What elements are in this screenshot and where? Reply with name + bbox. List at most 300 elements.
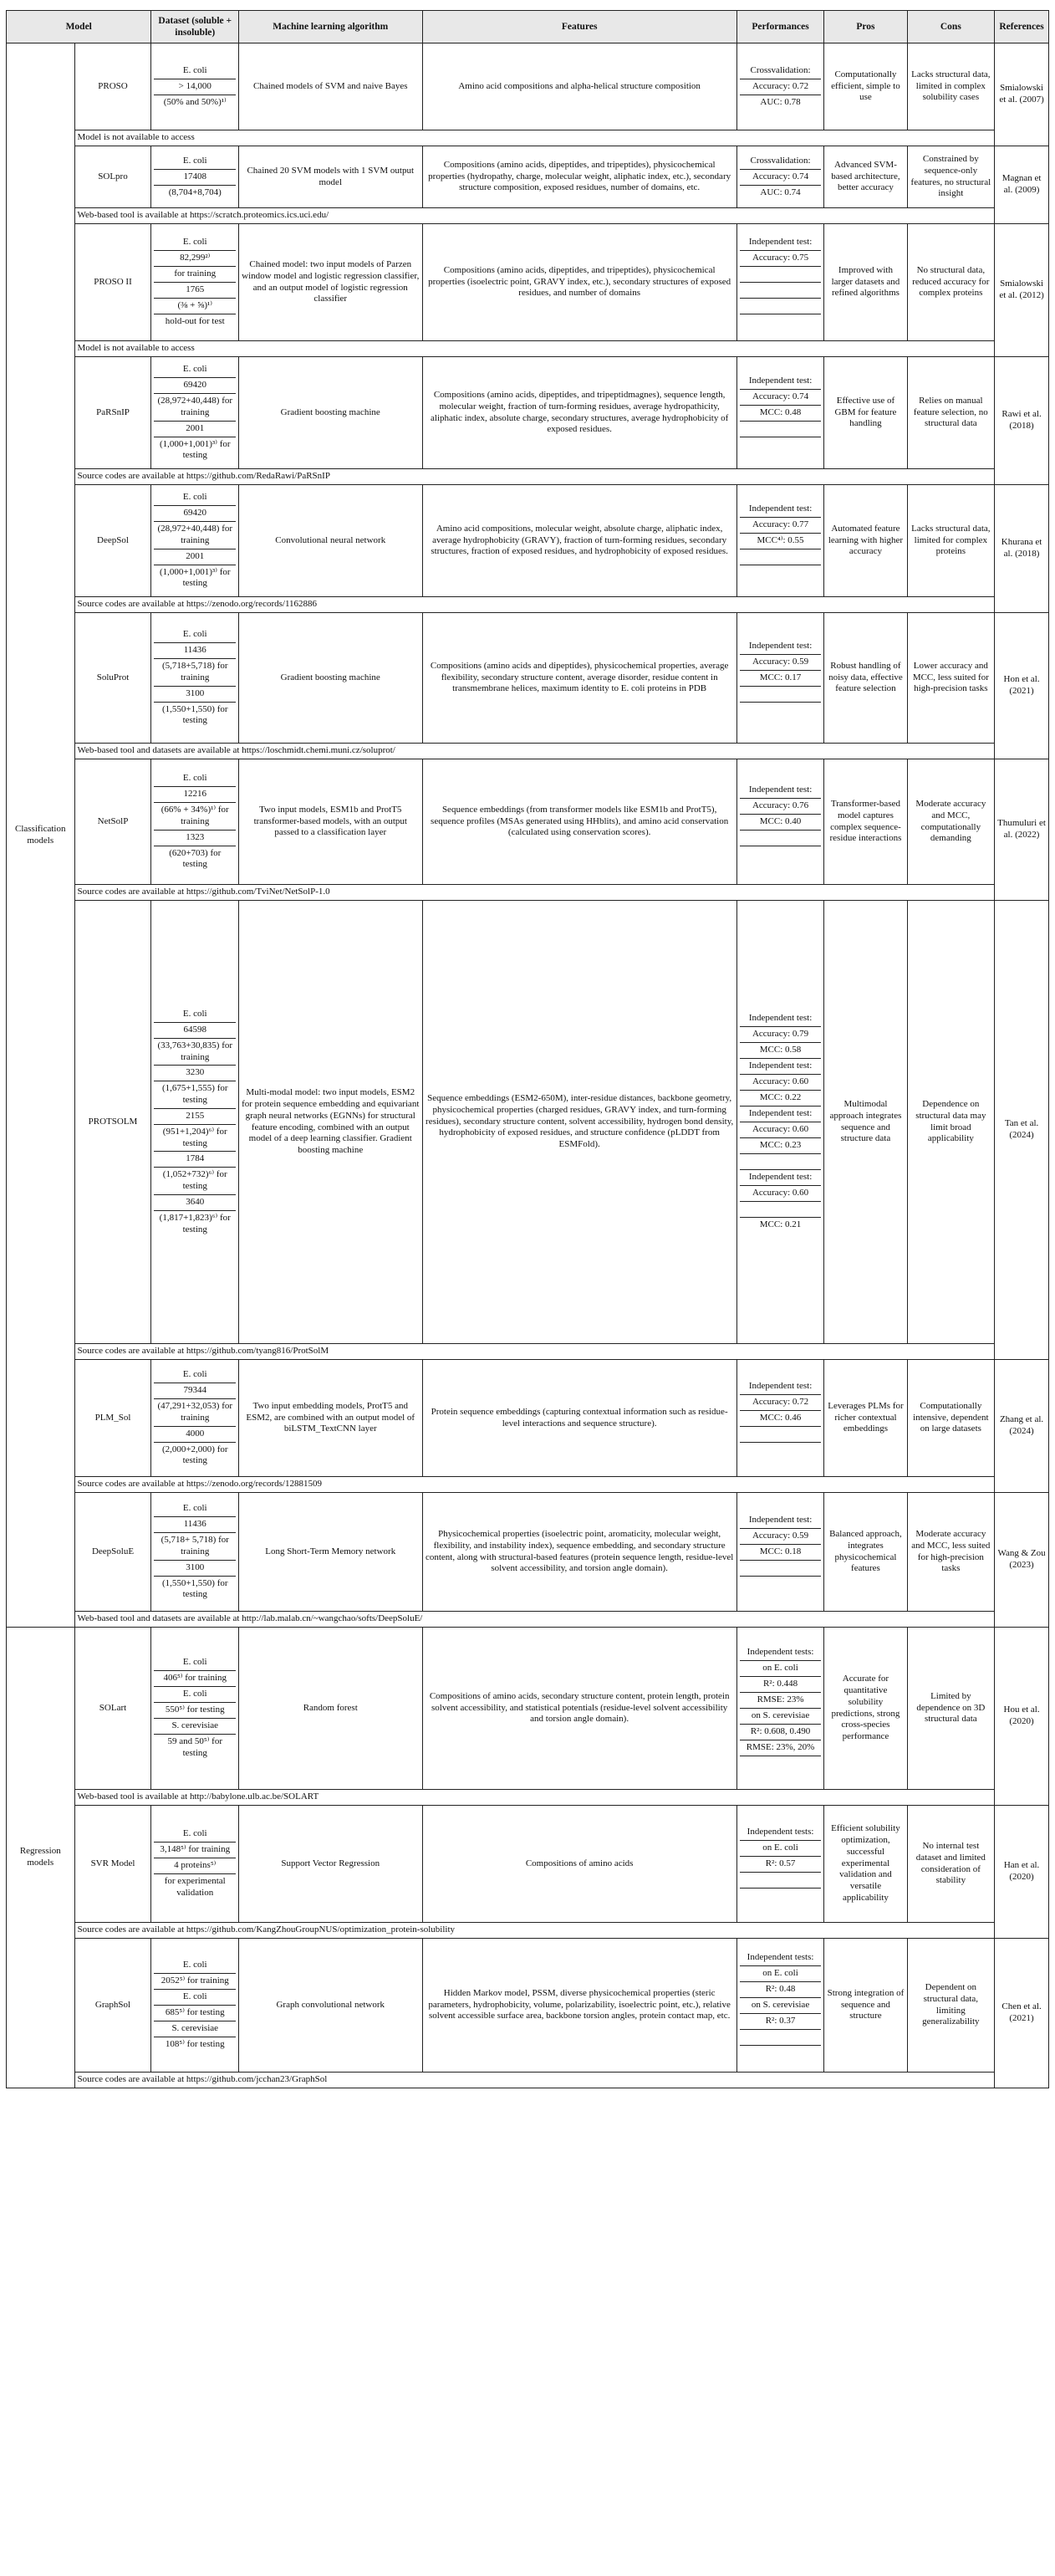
algorithm-cell: Long Short-Term Memory network	[239, 1493, 423, 1612]
dataset-entry: 3100	[154, 1561, 236, 1577]
performance-entry: Accuracy: 0.72	[740, 79, 822, 95]
table-row	[7, 613, 1049, 744]
performance-entry	[740, 267, 822, 283]
features-cell: Amino acid compositions and alpha-helical structure composition	[422, 43, 736, 130]
dataset-entry: 2001	[154, 422, 236, 437]
pros-cell: Strong integration of sequence and structure	[824, 1939, 907, 2073]
performance-entry	[740, 1577, 822, 1592]
performance-entry: AUC: 0.78	[760, 96, 801, 107]
performance-entry: Independent test:	[740, 1170, 822, 1186]
availability-note: Web-based tool and datasets are available at http://lab.malab.cn/~wangchao/softs/DeepSoluE/	[74, 1612, 995, 1628]
dataset-entry: E. coli	[154, 1827, 236, 1843]
pros-cell: Accurate for quantitative solubility predictions, strong cross-species performance	[824, 1628, 907, 1790]
performance-entry: AUC: 0.74	[760, 187, 801, 197]
algorithm-cell: Graph convolutional network	[239, 1939, 423, 2073]
reference-cell: Hon et al. (2021)	[995, 613, 1049, 759]
dataset-entry: E. coli	[154, 154, 236, 170]
performance-entry: Independent tests:	[740, 1645, 822, 1661]
availability-row	[7, 341, 1049, 357]
performance-entry: Independent test:	[740, 1379, 822, 1395]
performance-entry: Independent test:	[740, 502, 822, 518]
dataset-cell	[151, 485, 239, 597]
dataset-entry: S. cerevisiae	[154, 1719, 236, 1735]
dataset-entry: hold-out for test	[165, 316, 225, 326]
performance-list	[740, 639, 822, 718]
performance-entry: MCC: 0.40	[740, 815, 822, 831]
dataset-entry: 406⁵⁾ for training	[154, 1671, 236, 1687]
algorithm-cell: Gradient boosting machine	[239, 357, 423, 469]
features-cell: Hidden Markov model, PSSM, diverse physicochemical properties (steric parameters, hydrophobicity, volume, polarizability, isoelectric point, etc.), relative solvent accessible surface area, backbone torsion angles, protein contact map, etc.	[422, 1939, 736, 2073]
dataset-cell	[151, 901, 239, 1344]
dataset-cell	[151, 1806, 239, 1923]
table-row	[7, 901, 1049, 1344]
performance-entry	[740, 314, 822, 330]
performance-entry: Crossvalidation:	[740, 64, 822, 79]
header-references: References	[995, 11, 1049, 43]
availability-row	[7, 1790, 1049, 1806]
features-cell: Protein sequence embeddings (capturing contextual information such as residue-level interactions and sequence structure).	[422, 1360, 736, 1477]
availability-row	[7, 469, 1049, 485]
availability-row	[7, 744, 1049, 759]
features-cell: Sequence embeddings (from transformer models like ESM1b and ProtT5), sequence profiles (MSAs generated using HHblits), and amino acid conservation (calculated using conservation scores).	[422, 759, 736, 885]
features-cell: Sequence embeddings (ESM2-650M), inter-residue distances, backbone geometry, physicochemical properties (charged residues, GRAVY index, and turn-forming residues), secondary structure content, solvent accessibility, hydrogen bond density, hydrophobicity of exposed residues, and structure confidence (pLDDT from ESMFold).	[422, 901, 736, 1344]
performance-entry: MCC: 0.48	[740, 406, 822, 422]
cons-cell: Dependent on structural data, limiting generalizability	[907, 1939, 995, 2073]
features-cell: Physicochemical properties (isoelectric point, aromaticity, molecular weight, flexibility, and instability index), sequence embedding, and secondary structure content, along with structural-based features (protein sequence length, residue-level solvent accessibility, and torsion angle domain).	[422, 1493, 736, 1612]
performance-cell	[736, 613, 824, 744]
dataset-entry: 550⁵⁾ for testing	[154, 1703, 236, 1719]
availability-row	[7, 1477, 1049, 1493]
algorithm-cell: Support Vector Regression	[239, 1806, 423, 1923]
performance-entry: MCC: 0.21	[759, 1219, 802, 1229]
cons-cell: Lacks structural data, limited for complex proteins	[907, 485, 995, 597]
performance-entry: MCC: 0.18	[740, 1545, 822, 1561]
algorithm-cell: Convolutional neural network	[239, 485, 423, 597]
performance-entry: RMSE: 23%	[740, 1693, 822, 1709]
performance-list	[740, 235, 822, 330]
reference-cell: Smialowski et al. (2012)	[995, 224, 1049, 357]
performance-entry: on E. coli	[740, 1966, 822, 1982]
performance-entry	[740, 549, 822, 565]
dataset-entry: for training	[154, 267, 236, 283]
dataset-entry: 82,299²⁾	[154, 251, 236, 267]
dataset-entry: (8,704+8,704)	[168, 187, 222, 197]
availability-note: Web-based tool and datasets are available at https://loschmidt.chemi.muni.cz/soluprot/	[74, 744, 995, 759]
performance-entry	[740, 422, 822, 437]
dataset-entry: (1,052+732)⁶⁾ for testing	[154, 1168, 236, 1195]
performance-entry	[740, 687, 822, 703]
table-row	[7, 43, 1049, 130]
features-cell: Compositions of amino acids, secondary structure content, protein length, protein solvent accessibility, and statistical potentials (residue-level solvent accessibility and torsion angle domain).	[422, 1628, 736, 1790]
dataset-list	[154, 154, 236, 201]
performance-entry: Accuracy: 0.76	[740, 799, 822, 815]
availability-note: Source codes are available at https://github.com/KangZhouGroupNUS/optimization_protein-solubility	[74, 1923, 995, 1939]
dataset-entry: 11436	[154, 643, 236, 659]
dataset-entry: 108⁵⁾ for testing	[165, 2039, 225, 2049]
dataset-entry: 64598	[154, 1023, 236, 1039]
availability-note: Model is not available to access	[74, 341, 995, 357]
reference-cell: Han et al. (2020)	[995, 1806, 1049, 1939]
cons-cell: Limited by dependence on 3D structural data	[907, 1628, 995, 1790]
header-performances: Performances	[736, 11, 824, 43]
performance-entry: Accuracy: 0.72	[740, 1395, 822, 1411]
performance-entry: MCC: 0.22	[740, 1091, 822, 1107]
cons-cell: Moderate accuracy and MCC, computationally demanding	[907, 759, 995, 885]
features-cell: Compositions (amino acids and dipeptides), physicochemical properties, average flexibility, secondary structure content, average disorder, residue content in transmembrane helices, maximum identity to E. coli proteins in PDB	[422, 613, 736, 744]
model-name: PROSO	[74, 43, 151, 130]
dataset-list	[154, 1958, 236, 2052]
dataset-cell	[151, 43, 239, 130]
cons-cell: Computationally intensive, dependent on large datasets	[907, 1360, 995, 1477]
performance-list	[740, 154, 822, 201]
availability-note: Model is not available to access	[74, 130, 995, 146]
dataset-cell	[151, 613, 239, 744]
performance-entry: on S. cerevisiae	[740, 1998, 822, 2014]
performance-entry	[740, 1154, 822, 1170]
dataset-entry: E. coli	[154, 1655, 236, 1671]
table-row	[7, 1493, 1049, 1612]
performance-entry: Independent test:	[740, 1011, 822, 1027]
dataset-list	[154, 1367, 236, 1469]
dataset-entry: (951+1,204)⁶⁾ for testing	[154, 1125, 236, 1153]
algorithm-cell: Multi-modal model: two input models, ESM2 for protein sequence embedding and equivariant graph neural networks (EGNNs) for structural feature encoding, combined with an output model of a deep learning classifier. Gradient boosting machine	[239, 901, 423, 1344]
reference-cell: Thumuluri et al. (2022)	[995, 759, 1049, 901]
dataset-entry: 2001	[154, 549, 236, 565]
algorithm-cell: Two input embedding models, ProtT5 and ESM2, are combined with an output model of biLSTM_TextCNN layer	[239, 1360, 423, 1477]
performance-entry: Independent test:	[740, 1107, 822, 1122]
dataset-entry: 17408	[154, 170, 236, 186]
dataset-entry: (2,000+2,000) for testing	[161, 1444, 228, 1466]
table-row	[7, 146, 1049, 208]
model-name: SOLpro	[74, 146, 151, 208]
model-group-label: Classification models	[7, 43, 75, 1628]
algorithm-cell: Chained 20 SVM models with 1 SVM output model	[239, 146, 423, 208]
features-cell: Compositions (amino acids, dipeptides, and tripeptides), physicochemical properties (hydropathy, charge, molecular weight, aliphatic index, etc.), secondary structure composition, exposed residues, number of domains, etc.	[422, 146, 736, 208]
performance-entry	[740, 831, 822, 846]
dataset-entry: (1,550+1,550) for testing	[161, 1577, 228, 1600]
dataset-entry: (620+703) for testing	[169, 847, 222, 870]
table-row	[7, 224, 1049, 341]
dataset-entry: (47,291+32,053) for training	[154, 1399, 236, 1427]
performance-entry: Independent test:	[740, 374, 822, 390]
performance-entry	[740, 2030, 822, 2046]
header-cons: Cons	[907, 11, 995, 43]
table-row	[7, 1628, 1049, 1790]
pros-cell: Improved with larger datasets and refined algorithms	[824, 224, 907, 341]
model-name: PLM_Sol	[74, 1360, 151, 1477]
performance-entry: Independent test:	[740, 1059, 822, 1075]
model-name: PaRSnIP	[74, 357, 151, 469]
dataset-list	[154, 1007, 236, 1238]
performance-entry	[740, 1561, 822, 1577]
model-name: SOLart	[74, 1628, 151, 1790]
performance-cell	[736, 1806, 824, 1923]
header-model: Model	[7, 11, 151, 43]
dataset-list	[154, 1655, 236, 1761]
performance-entry: R²: 0.448	[740, 1677, 822, 1693]
availability-note: Source codes are available at https://github.com/TviNet/NetSolP-1.0	[74, 885, 995, 901]
performance-entry: Accuracy: 0.59	[740, 1529, 822, 1545]
table-row	[7, 1360, 1049, 1477]
dataset-entry: > 14,000	[154, 79, 236, 95]
dataset-entry: E. coli	[154, 1687, 236, 1703]
pros-cell: Balanced approach, integrates physicochemical features	[824, 1493, 907, 1612]
pros-cell: Computationally efficient, simple to use	[824, 43, 907, 130]
pros-cell: Transformer-based model captures complex sequence-residue interactions	[824, 759, 907, 885]
reference-cell: Wang & Zou (2023)	[995, 1493, 1049, 1628]
performance-cell	[736, 1360, 824, 1477]
cons-cell: Lacks structural data, limited in complex solubility cases	[907, 43, 995, 130]
performance-entry	[740, 1443, 822, 1458]
pros-cell: Robust handling of noisy data, effective feature selection	[824, 613, 907, 744]
performance-list	[740, 502, 822, 580]
pros-cell: Advanced SVM-based architecture, better accuracy	[824, 146, 907, 208]
dataset-entry: (1,817+1,823)⁶⁾ for testing	[159, 1212, 231, 1234]
performance-entry: Accuracy: 0.74	[740, 170, 822, 186]
dataset-entry: 2052⁵⁾ for training	[154, 1974, 236, 1990]
performance-list	[740, 1379, 822, 1458]
performance-entry	[740, 565, 822, 580]
performance-entry: R²: 0.608, 0.490	[740, 1725, 822, 1740]
model-name: NetSolP	[74, 759, 151, 885]
dataset-entry: 11436	[154, 1517, 236, 1533]
performance-entry: Independent tests:	[740, 1950, 822, 1966]
performance-list	[740, 783, 822, 861]
performance-entry: Independent test:	[740, 783, 822, 799]
availability-note: Source codes are available at https://zenodo.org/records/1162886	[74, 597, 995, 613]
performance-entry: on E. coli	[740, 1661, 822, 1677]
dataset-cell	[151, 1493, 239, 1612]
pros-cell: Leverages PLMs for richer contextual embeddings	[824, 1360, 907, 1477]
performance-cell	[736, 224, 824, 341]
model-name: PROTSOLM	[74, 901, 151, 1344]
dataset-entry: (1,675+1,555) for testing	[154, 1081, 236, 1109]
performance-cell	[736, 1493, 824, 1612]
header-features: Features	[422, 11, 736, 43]
performance-entry	[740, 846, 822, 861]
availability-row	[7, 1923, 1049, 1939]
features-cell: Compositions (amino acids, dipeptides, and tripeptides), physicochemical properties (isoelectric point, GRAVY index, etc.), secondary structures of exposed residues, and number of domains	[422, 224, 736, 341]
dataset-entry: E. coli	[154, 64, 236, 79]
performance-list	[740, 1645, 822, 1771]
header-algorithm: Machine learning algorithm	[239, 11, 423, 43]
cons-cell: Moderate accuracy and MCC, less suited for high-precision tasks	[907, 1493, 995, 1612]
performance-cell	[736, 759, 824, 885]
dataset-entry: 3230	[154, 1066, 236, 1081]
performance-entry: Accuracy: 0.75	[740, 251, 822, 267]
table-row	[7, 1939, 1049, 2073]
performance-entry: MCC: 0.46	[740, 1411, 822, 1427]
table-row	[7, 485, 1049, 597]
dataset-entry: 1784	[154, 1152, 236, 1168]
availability-note: Source codes are available at https://github.com/tyang816/ProtSolM	[74, 1344, 995, 1360]
model-name: DeepSol	[74, 485, 151, 597]
dataset-entry: S. cerevisiae	[154, 2021, 236, 2037]
availability-note: Web-based tool is available at https://scratch.proteomics.ics.uci.edu/	[74, 208, 995, 224]
dataset-entry: E. coli	[154, 1958, 236, 1974]
performance-entry	[740, 283, 822, 299]
performance-entry: MCC⁴⁾: 0.55	[740, 534, 822, 549]
dataset-entry: E. coli	[154, 1007, 236, 1023]
performance-entry	[740, 703, 822, 718]
dataset-list	[154, 771, 236, 872]
reference-cell: Tan et al. (2024)	[995, 901, 1049, 1360]
performance-list	[740, 1950, 822, 2061]
performance-entry: R²: 0.48	[740, 1982, 822, 1998]
dataset-cell	[151, 224, 239, 341]
performance-entry: Accuracy: 0.74	[740, 390, 822, 406]
availability-row	[7, 2073, 1049, 2088]
availability-note: Source codes are available at https://zenodo.org/records/12881509	[74, 1477, 995, 1493]
reference-cell: Zhang et al. (2024)	[995, 1360, 1049, 1493]
availability-row	[7, 885, 1049, 901]
dataset-entry: 59 and 50⁵⁾ for testing	[167, 1736, 222, 1758]
cons-cell: Constrained by sequence-only features, no structural insight	[907, 146, 995, 208]
dataset-entry: 69420	[154, 506, 236, 522]
availability-row	[7, 597, 1049, 613]
performance-entry: Accuracy: 0.60	[740, 1075, 822, 1091]
performance-cell	[736, 1939, 824, 2073]
performance-entry	[740, 1873, 822, 1889]
performance-entry: Crossvalidation:	[740, 154, 822, 170]
dataset-entry: 3,148⁵⁾ for training	[154, 1843, 236, 1858]
performance-entry: Independent test:	[740, 1513, 822, 1529]
availability-row	[7, 1344, 1049, 1360]
dataset-entry: 3640	[154, 1195, 236, 1211]
availability-row	[7, 130, 1049, 146]
availability-note: Source codes are available at https://github.com/jcchan23/GraphSol	[74, 2073, 995, 2088]
model-name: SoluProt	[74, 613, 151, 744]
dataset-entry: (⅜ + ⅝)¹⁾	[154, 299, 236, 314]
performance-entry: on S. cerevisiae	[740, 1709, 822, 1725]
table-row	[7, 357, 1049, 469]
dataset-entry: E. coli	[154, 1367, 236, 1383]
dataset-entry: 1765	[154, 283, 236, 299]
dataset-cell	[151, 759, 239, 885]
reference-cell: Khurana et al. (2018)	[995, 485, 1049, 613]
availability-row	[7, 208, 1049, 224]
pros-cell: Efficient solubility optimization, successful experimental validation and versatile applicability	[824, 1806, 907, 1923]
dataset-entry: (1,000+1,001)³⁾ for testing	[159, 566, 231, 589]
dataset-entry: 12216	[154, 787, 236, 803]
dataset-entry: 69420	[154, 378, 236, 394]
dataset-cell	[151, 146, 239, 208]
header-row	[7, 11, 1049, 43]
reference-cell: Chen et al. (2021)	[995, 1939, 1049, 2088]
dataset-entry: E. coli	[154, 490, 236, 506]
performance-cell	[736, 357, 824, 469]
dataset-entry: E. coli	[154, 627, 236, 643]
performance-entry: MCC: 0.58	[740, 1043, 822, 1059]
dataset-list	[154, 1501, 236, 1602]
performance-cell	[736, 43, 824, 130]
model-name: GraphSol	[74, 1939, 151, 2073]
table-row	[7, 759, 1049, 885]
dataset-list	[154, 362, 236, 463]
cons-cell: Relies on manual feature selection, no structural data	[907, 357, 995, 469]
dataset-entry: E. coli	[154, 771, 236, 787]
performance-entry: Accuracy: 0.77	[740, 518, 822, 534]
dataset-entry: (1,000+1,001)³⁾ for testing	[159, 438, 231, 461]
pros-cell: Multimodal approach integrates sequence and structure data	[824, 901, 907, 1344]
features-cell: Amino acid compositions, molecular weight, absolute charge, aliphatic index, average hydrophobicity (GRAVY), fraction of turn-forming residues, secondary structures, fraction of exposed residues, and hydrophobicity of exposed residues.	[422, 485, 736, 597]
cons-cell: Dependence on structural data may limit broad applicability	[907, 901, 995, 1344]
dataset-entry: E. coli	[154, 1501, 236, 1517]
availability-note: Web-based tool is available at http://babylone.ulb.ac.be/SOLART	[74, 1790, 995, 1806]
dataset-cell	[151, 1360, 239, 1477]
dataset-entry: (28,972+40,448) for training	[154, 394, 236, 422]
dataset-entry: E. coli	[154, 1990, 236, 2006]
header-pros: Pros	[824, 11, 907, 43]
dataset-entry: 1323	[154, 831, 236, 846]
performance-entry	[740, 437, 822, 452]
availability-row	[7, 1612, 1049, 1628]
reference-cell: Magnan et al. (2009)	[995, 146, 1049, 224]
performance-cell	[736, 1628, 824, 1790]
performance-entry: R²: 0.37	[740, 2014, 822, 2030]
performance-entry	[740, 1756, 822, 1771]
performance-list	[740, 1513, 822, 1592]
algorithm-cell: Gradient boosting machine	[239, 613, 423, 744]
model-name: SVR Model	[74, 1806, 151, 1923]
performance-cell	[736, 485, 824, 597]
dataset-entry: E. coli	[154, 362, 236, 378]
reference-cell: Smialowski et al. (2007)	[995, 43, 1049, 146]
reference-cell: Hou et al. (2020)	[995, 1628, 1049, 1806]
table-row	[7, 1806, 1049, 1923]
cons-cell: No structural data, reduced accuracy for complex proteins	[907, 224, 995, 341]
dataset-entry: (5,718+5,718) for training	[154, 659, 236, 687]
performance-entry: RMSE: 23%, 20%	[740, 1740, 822, 1756]
performance-cell	[736, 146, 824, 208]
dataset-entry: (33,763+30,835) for training	[154, 1039, 236, 1066]
algorithm-cell: Chained models of SVM and naive Bayes	[239, 43, 423, 130]
performance-entry: Independent test:	[740, 235, 822, 251]
performance-entry: Accuracy: 0.59	[740, 655, 822, 671]
dataset-list	[154, 235, 236, 330]
dataset-cell	[151, 1939, 239, 2073]
dataset-list	[154, 1827, 236, 1901]
performance-entry: Independent test:	[740, 639, 822, 655]
cons-cell: Lower accuracy and MCC, less suited for high-precision tasks	[907, 613, 995, 744]
performance-entry	[740, 299, 822, 314]
dataset-entry: 3100	[154, 687, 236, 703]
dataset-entry: 685⁵⁾ for testing	[154, 2006, 236, 2021]
dataset-list	[154, 490, 236, 591]
dataset-list	[154, 64, 236, 110]
availability-note: Source codes are available at https://github.com/RedaRawi/PaRSnIP	[74, 469, 995, 485]
performance-list	[740, 64, 822, 110]
dataset-entry: 2155	[154, 1109, 236, 1125]
performance-entry: Independent tests:	[740, 1825, 822, 1841]
dataset-entry: 4000	[154, 1427, 236, 1443]
performance-list	[740, 1825, 822, 1904]
header-dataset: Dataset (soluble + insoluble)	[151, 11, 239, 43]
performance-entry	[740, 1427, 822, 1443]
performance-entry	[740, 2046, 822, 2061]
performance-entry: on E. coli	[740, 1841, 822, 1857]
features-cell: Compositions of amino acids	[422, 1806, 736, 1923]
performance-entry: MCC: 0.17	[740, 671, 822, 687]
dataset-cell	[151, 357, 239, 469]
algorithm-cell: Two input models, ESM1b and ProtT5 transformer-based models, with an output passed to a classification layer	[239, 759, 423, 885]
performance-entry: Accuracy: 0.60	[740, 1122, 822, 1138]
dataset-entry: E. coli	[154, 235, 236, 251]
dataset-list	[154, 627, 236, 728]
performance-entry: MCC: 0.23	[740, 1138, 822, 1154]
dataset-entry: (28,972+40,448) for training	[154, 522, 236, 549]
dataset-cell	[151, 1628, 239, 1790]
